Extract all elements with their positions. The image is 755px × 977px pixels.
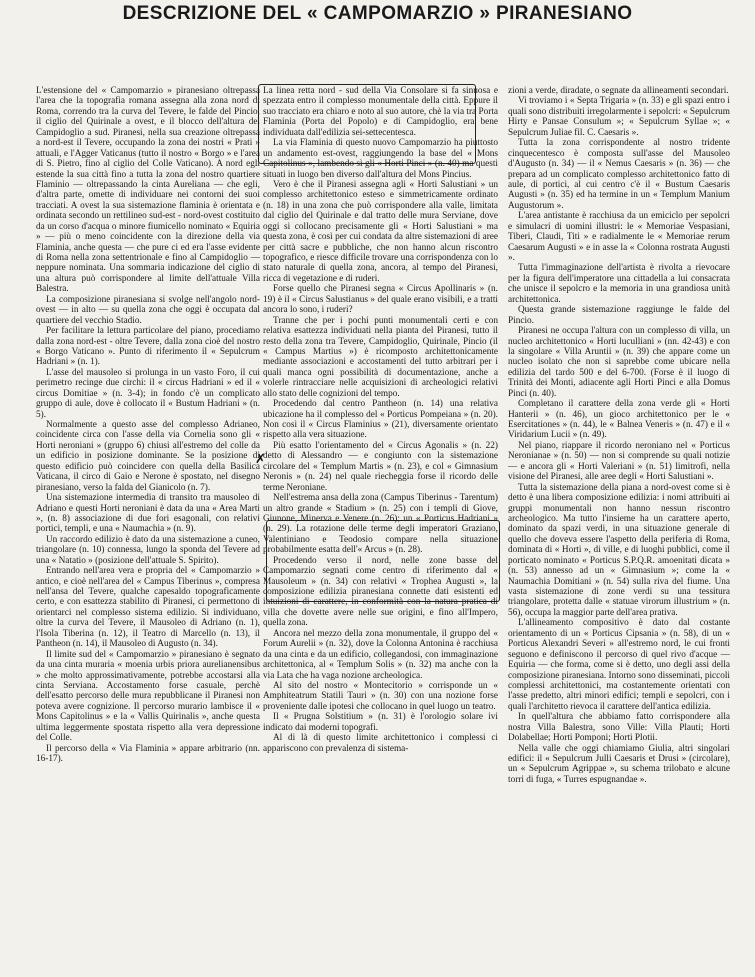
paragraph: Il « Prugna Solstitium » (n. 31) è l'orologio solare ivi indicato dai moderni topografi. (263, 712, 498, 733)
paragraph: Tutta la zona corrispondente al nostro tridente cinquecentesco è composta sull'asse del Mausoleo d'Augusto (n. 34) — il « Nemus Caesaris » (n. 36) — che prepara ad un complicato complesso architettonico fatto di aule, di portici, al cui centro c'è il « Bustum Caesaris Augusti » (n. 35) ed ha termine in un « Templum Manium Augustorum ». (508, 138, 730, 211)
paragraph: Normalmente a questo asse del complesso Adrianeo, coincidente circa con l'asse della via Cornelia sono gli « Horti neroniani » (gruppo 6) chiusi all'estremo del colle da un edificio in posizione dominante. Se la posizione di questo edificio può coincidere con quella della Basilica Vaticana, il circo di Gaio e Nerone è spostato, nel disegno piranesiano, verso la falda del Gianicolo (n. 7). (36, 420, 260, 493)
paragraph: Nell'estrema ansa della zona (Campus Tiberinus - Tarentum) un altro grande « Stadium » (n. 25) con i templi di Giove, Giunone, Minerva e Venere (n. 26); un « Porticus Hadriani » (n. 29). La rotazione delle terme degli imperatori Graziano, Valentiniano e Teodosio compare nella situazione probabilmente esatta dell'« Arcus » (n. 28). (263, 493, 498, 556)
paragraph: La via Flaminia di questo nuovo Campomarzio ha piuttosto un andamento est-ovest, raggiungendo la base del « Mons Capitolinus », lambendo sì gli « Horti Pinci » (n. 40) ma questi situati in luogo ben diverso dall'altura del Mons Pincius. (263, 138, 498, 180)
paragraph: Forse quello che Piranesi segna « Circus Apollinaris » (n. 19) è il « Circus Salustianus » del quale erano visibili, e a tratti ancora lo sono, i ruderi? (263, 284, 498, 316)
paragraph: Ancora nel mezzo della zona monumentale, il gruppo del « Forum Aurelii » (n. 32), dove la Colonna Antonina è racchiusa da una cinta e da un edificio, collegandosi, con immaginazione architettonica, al « Templum Solis » (n. 32) ma anche con la via Lata che ha vaga nozione archeologica. (263, 628, 498, 681)
paragraph: Tranne che per i pochi punti monumentali certi e con relativa esattezza individuati nella pianta del Piranesi, tutto il resto della zona tra Tevere, Campidoglio, Quirinale, Pincio (il « Campus Martius ») è ricomposto architettonicamente mediante associazioni e accostamenti del tutto arbitrari per i quali manca ogni possibilità di documentazione, anche a volerle rintracciare nelle acquisizioni di archeologici relativi allo stato delle cognizioni del tempo. (263, 315, 498, 399)
paragraph: Nella valle che oggi chiamiamo Giulia, altri singolari edifici: il « Sepulcrum Julli Caesaris et Drusi » (circolare), un « Sepulcrum Agrippae », su schema trilobato e alcune torri di fuga, « Turres espugnandae ». (508, 743, 730, 785)
handwritten-cross-mark: ✗ (255, 452, 266, 467)
paragraph: In quell'altura che abbiamo fatto corrispondere alla nostra Villa Balestra, sono Ville: Villa Plauti; Horti Dolabellae; Horti Pomponi; Horti Plotii. (508, 712, 730, 744)
text-column-2 (263, 86, 498, 974)
paragraph: zioni a verde, diradate, o segnate da allineamenti secondari. (508, 86, 729, 96)
paragraph: Il percorso della « Via Flaminia » appare arbitrario (nn. 16-17). (36, 743, 260, 764)
paragraph: Al sito del nostro « Montecitorio » corrisponde un « Amphiteatrum Statili Tauri » (n. 30) con una nozione forse proveniente dalle ipotesi che collocano in quel luogo un teatro. (263, 680, 498, 712)
paragraph: La composizione piranesiana si svolge nell'angolo nord-ovest — in alto — su quella zona che oggi è occupata dal quartiere del vecchio Stadio. (36, 294, 260, 326)
paragraph: Il limite sud del « Campomarzio » piranesiano è segnato da una cinta muraria « moenia urbis priora aurelianensibus » che molto approssimativamente, potrebbe accostarsi alla cinta Serviana. Accostamento forse casuale, perchè dell'esatto percorso delle mura repubblicane il Piranesi non poteva avere cognizione. Il percorso murario lambisce il « Mons Capitolinus » e la « Vallis Quirinalis », anche questa ultima leggermente spostata rispetto alla vera depressione del Colle. (36, 649, 260, 744)
paragraph: Questa grande sistemazione raggiunge le falde del Pincio. (508, 305, 730, 326)
paragraph: Una sistemazione intermedia di transito tra mausoleo di Adriano e questi Horti neroniani è data da una « Area Marti », (n. 8) associazione di due fori esagonali, con relativi portici, templi, e una « Naumachia » (n. 9). (36, 493, 260, 535)
paragraph: Procedendo dal centro Pantheon (n. 14) una relativa ubicazione ha il complesso del « Porticus Pompeiana » (n. 20). Non così il « Circus Flaminius » (21), diversamente orientato rispetto alla vera situazione. (263, 399, 498, 441)
paragraph: L'area antistante è racchiusa da un emiciclo per sepolcri e simulacri di uomini illustri: le « Memoriae Vespasiani, Tiberi, Claudi, Titi » e radialmente le « Memoriae rerum Caesarum Augusti » e in asse la « Colonna rostrata Augusti ». (508, 211, 730, 263)
paragraph: Procedendo verso il nord, nelle zone basse del Campomarzio segnati come centro di riferimento dal « Mausoleum » (n. 34) con relativi « Trophea Augusti », la composizione edilizia piranesiana connette dati esistenti ed intuizioni di carattere, in conformità con la natura pratica di villa che dovette avere nelle sue origini, e fino all'Impero, quella zona. (263, 555, 498, 629)
paragraph: Un raccordo edilizio è dato da una sistemazione a cuneo, triangolare (n. 10) connessa, lungo la sponda del Tevere ad una « Natatio » (posizione dell'attuale S. Spirito). (36, 534, 260, 566)
paragraph: Nel piano, riappare il ricordo neroniano nel « Porticus Neronianae » (n. 50) — non si comprende su quali notizie — e ancora gli « Horti Valeriani » (n. 51) limitrofi, nella visione del Piranesi, alle aree degli « Horti Salustiani ». (508, 440, 730, 483)
paragraph: Tutta la sistemazione della piana a nord-ovest come si è detto è una libera composizione edilizia: i nomi attribuiti ai gruppi monumentali non hanno nessun riscontro archeologico. Ma tutto l'insieme ha un carattere aperto, dominato da spazi verdi, in una situazione generale di quello che doveva essere l'aspetto della periferia di Roma, dominata di « Horti », di ville, e di luoghi pubblici, come il porticato nominato « Porticus S.P.Q.R. amoenitati dicata » (n. 53) annesso ad un « Gimnasium »; come la « Naumachia Domitiani » (n. 54) sulla riva del fiume. Una vasta sistemazione di zone verdi su una tessitura triangolare, protetta dalle « statuae virorum illustrium » (n. 56), occupa la maggior parte dell'area prativa. (508, 482, 730, 618)
paragraph: L'estensione del « Campomarzio » piranesiano oltrepassa l'area che la topografia romana assegna alla zona nord di Roma, correndo tra la curva del Tevere, le falde del Pincio, il ciglio del Quirinale a ovest, e il blocco dell'altura del Campidoglio a sud. Piranesi, nella sua creazione oltrepassa a nord-est il Tevere, occupando la zona dei nostri « Prati » attuali, e l'Agger Vaticanus (tutto il nostro « Borgo » e l'area di S. Pietro, fino al ciglio del Colle Vaticano). A nord egli estende la sua città fino a tutta la zona del nostro quartiere Flaminio — oltrepassando la cinta Aureliana — che egli, d'altra parte, omette di individuare nei contorni dei suoi tracciati. A ovest la sua sistemazione flaminia è orientata e ordinata secondo un rettilineo sud-est - nord-ovest costituito da un corso d'acqua o minore fiumicello nominato « Equiria » — più o meno coincidente con la direzione della via Flaminia, anche questa — che pure ci ed era l'asse evidente di Roma nella zona settentrionale e fino al Campidoglio — neppure nominata. Una sommaria indicazione del ciglio di una altura può corrispondere al limite dell'attuale Villa Balestra. (36, 86, 260, 295)
paragraph: Al di là di questo limite architettonico i complessi ci appariscono con prevalenza di sistema- (263, 733, 498, 754)
paragraph: Più esatto l'orientamento del « Circus Agonalis » (n. 22) detto di Alessandro — e congiunto con la sistemazione circolare del « Templum Martis » (n. 23), e col « Gimnasium Neronis » (n. 24) nel quale riecheggia forse il ricordo delle terme Neroniane. (263, 440, 498, 493)
paragraph: Entrando nell'area vera e propria del « Campomarzio » antico, e cioè nell'area del « Campus Tiberinus », compresa nell'ansa del Tevere, qualche capesaldo topograficamente certo, e con esattezza stabilito di Piranesi, ci permettono di orientarci nel complesso sistema edilizio. Si individuano, oltre la curva del Tevere, il Mausoleo di Adriano (n. 1), l'Isola Tiberina (n. 12), il Teatro di Marcello (n. 13), il Pantheon (n. 14), il Mausoleo di Augusto (n. 34). (36, 566, 260, 650)
paragraph: La linea retta nord - sud della Via Consolare si fa sinuosa e spezzata entro il complesso monumentale della città. Eppure il suo tracciato era chiaro e noto al suo autore, chè la via tra Porta Flaminia (Porta del Popolo) e di Campidoglio, era bene individuata dall'edilizia sei-settecentesca. (263, 86, 498, 138)
paragraph: Vi troviamo i « Septa Trigaria » (n. 33) e gli spazi entro i quali sono distribuiti irregolarmente i sepolcri: « Sepulcrum Hirty e Pansae Consulum »; « Sepulcrum Syllae »; « Sepulcrum Juliae fil. C. Caesaris ». (508, 96, 730, 138)
paragraph: Completano il carattere della zona verde gli « Horti Hanterii » (n. 46), un gioco architettonico per le « Esercitationes » (n. 44), le « Balnea Veneris » (n. 47) e il « Viridarium Lucii » (n. 49). (508, 399, 730, 441)
paragraph: L'asse del mausoleo si prolunga in un vasto Foro, il cui perimetro recinge due circhi: il « circus Hadriani » ed il « circus Domitiae » (n. 3-4); in fondo c'è un complicato gruppo di aule, dove è collocato il « Bustum Hadriani » (n. 5). (36, 367, 260, 420)
paragraph: L'allineamento compositivo è dato dal costante orientamento di un « Porticus Cipsania » (n. 58), di un « Porticus Alexandri Severi » all'estremo nord, le cui fronti seguono e definiscono il percorso di quel rivo d'acque — Equiria — che forma, come si è detto, uno degli assi della composizione piranesiana. Intorno sono disseminati, piccoli complessi architettonici, ma costantemente orientati con l'asse predetto, altri minori edifici; templi e sepolcri, con i quali l'architetto rievoca il carattere dell'antica edilizia. (508, 618, 730, 712)
page-title: DESCRIZIONE DEL « CAMPOMARZIO » PIRANESIANO (122, 3, 633, 24)
paragraph: Tutta l'immaginazione dell'artista è rivolta a rievocare per la figura dell'imperatore una cittadella a lui consacrata che unisce il sepolcro e la memoria in una grandiosa unità architettonica. (508, 263, 730, 305)
paragraph: Piranesi ne occupa l'altura con un complesso di villa, un nucleo architettonico « Horti luculliani » (nn. 42-43) e con la singolare « Villa Aruntii » (n. 39) che appare come un nucleo isolato che non si saprebbe come ubicare nella edilizia del tardo 500 e del 6-700. (Forse è il luogo di Trinità dei Monti, adiacente agli Horti Pinci e alla Domus Pinci (n. 40). (508, 326, 730, 399)
text-column-1 (36, 86, 260, 974)
text-column-3 (508, 86, 730, 974)
paragraph: Vero è che il Piranesi assegna agli « Horti Salustiani » un complesso architettonico esteso e simmetricamente ordinato (n. 18) in una zona che può corrispondere alla valle, limitata dal ciglio del Quirinale e dal tratto delle mura Serviane, dove oggi si collocano precisamente gli « Horti Salustiani » ma questa zona, è così per cui condata da altre sistemazioni di aree per città sacre e pubbliche, che non hanno alcun riscontro topografico, e riesce difficile trovare una corrispondenza con lo stato naturale di quella zona, ancora, al tempo del Piranesi, ricca di vegetazione e di ruderi. (263, 179, 498, 284)
paragraph: Per facilitare la lettura particolare del piano, procediamo dalla zona nord-est - oltre Tevere, dalla zona cioè del nostro « Borgo Vaticano ». Punto di riferimento il « Sepulcrum Hadriani » (n. 1). (36, 326, 260, 368)
